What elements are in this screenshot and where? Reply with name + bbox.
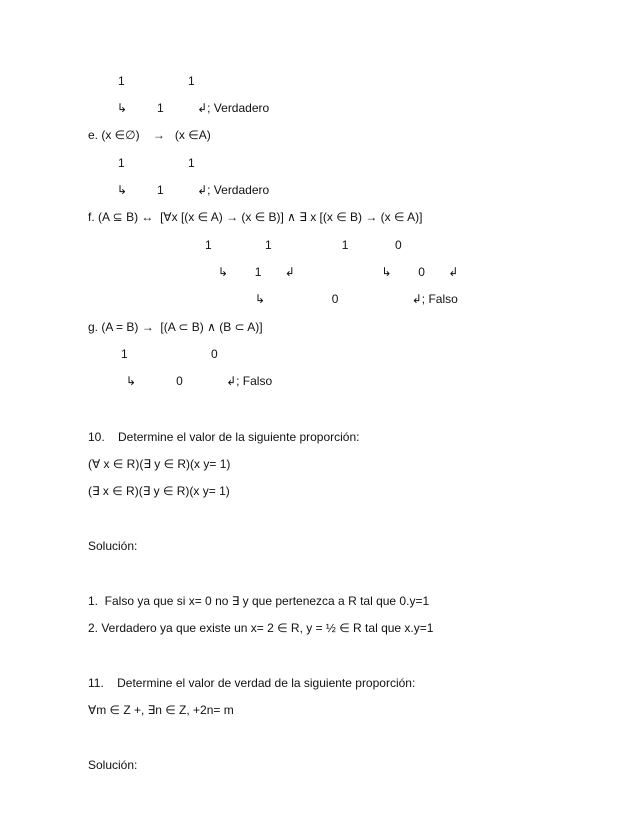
item-e-expression: e. (x ∈∅) → (x ∈A) (88, 128, 211, 142)
truth-result-row: ↳ 1 ↲; Verdadero (117, 101, 270, 115)
truth-values-row: 1 1 1 0 (205, 238, 402, 252)
truth-result-row: ↳ 0 ↲; Falso (126, 374, 273, 388)
truth-values-row: 1 1 (118, 74, 195, 88)
solution-label: Solución: (88, 539, 138, 553)
truth-result-row: ↳ 1 ↲; Verdadero (117, 183, 270, 197)
item-f-expression: f. (A ⊆ B) ↔ [∀x [(x ∈ A) → (x ∈ B)] ∧ ∃ x [(x ∈ B) → (x ∈ A)] (88, 210, 423, 224)
question-10-statement-1: (∀ x ∈ R)(∃ y ∈ R)(x y= 1) (88, 457, 231, 471)
truth-result-row: ↳ 0 ↲; Falso (255, 292, 458, 306)
truth-arrows-row: ↳ 1 ↲ ↳ 0 ↲ (218, 265, 459, 279)
item-g-expression: g. (A = B) → [(A ⊂ B) ∧ (B ⊂ A)] (88, 320, 263, 334)
answer-1: 1. Falso ya que si x= 0 no ∃ y que pertenezca a R tal que 0.y=1 (88, 594, 430, 608)
question-10-statement-2: (∃ x ∈ R)(∃ y ∈ R)(x y= 1) (88, 484, 230, 498)
truth-values-row: 1 1 (118, 156, 195, 170)
solution-label: Solución: (88, 758, 138, 772)
truth-values-row: 1 0 (121, 347, 218, 361)
question-11-statement: ∀m ∈ Z +, ∃n ∈ Z, +2n= m (88, 703, 234, 717)
answer-2: 2. Verdadero ya que existe un x= 2 ∈ R, y = ½ ∈ R tal que x.y=1 (88, 621, 434, 635)
question-11-heading: 11. Determine el valor de verdad de la siguiente proporción: (88, 676, 416, 690)
question-10-heading: 10. Determine el valor de la siguiente proporción: (88, 430, 360, 444)
